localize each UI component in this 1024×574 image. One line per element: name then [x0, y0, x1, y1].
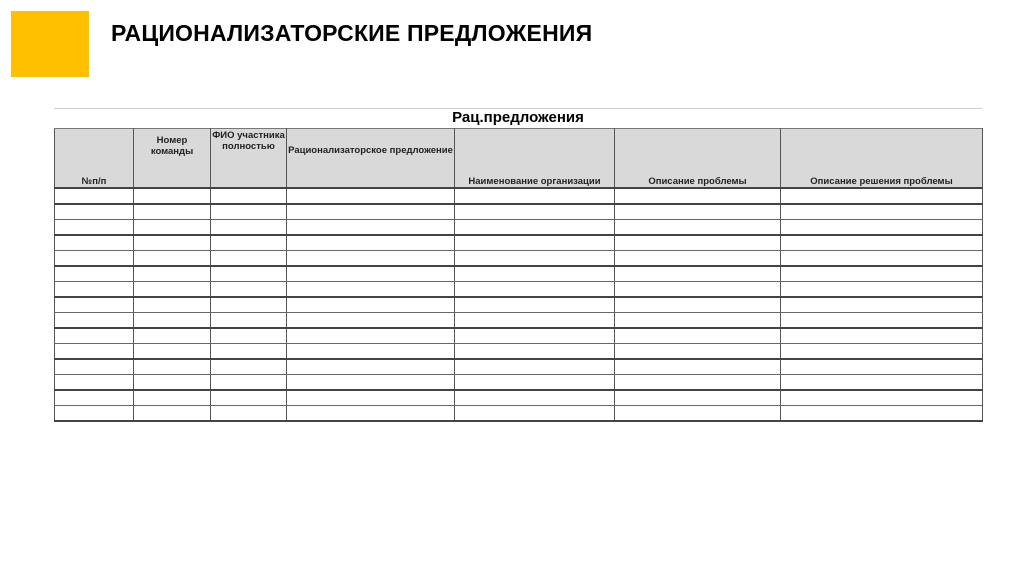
- table-cell: [55, 282, 134, 298]
- proposals-table: [54, 128, 983, 422]
- accent-square: [11, 11, 89, 77]
- table-cell: [615, 282, 781, 298]
- table-row: [55, 204, 983, 220]
- table-cell: [55, 204, 134, 220]
- table-cell: [615, 375, 781, 391]
- table-cell: [211, 406, 287, 422]
- table-cell: [211, 344, 287, 360]
- table-cell: [55, 266, 134, 282]
- table-cell: [134, 251, 211, 267]
- table-cell: [55, 359, 134, 375]
- table-cell: [211, 390, 287, 406]
- table-cell: [615, 344, 781, 360]
- table-cell: [211, 188, 287, 204]
- table-cell: [781, 235, 983, 251]
- table-cell: [781, 313, 983, 329]
- table-cell: [134, 344, 211, 360]
- table-cell: [615, 406, 781, 422]
- table-cell: [781, 359, 983, 375]
- table-cell: [287, 406, 455, 422]
- table-cell: [287, 220, 455, 236]
- table-row: [55, 251, 983, 267]
- column-header-problem: Описание проблемы: [615, 129, 781, 189]
- table-cell: [211, 375, 287, 391]
- table-cell: [134, 188, 211, 204]
- table-cell: [211, 220, 287, 236]
- table-row: [55, 235, 983, 251]
- table-cell: [55, 406, 134, 422]
- table-cell: [55, 328, 134, 344]
- table-row: [55, 406, 983, 422]
- table-cell: [455, 344, 615, 360]
- table-cell: [455, 251, 615, 267]
- table-cell: [287, 359, 455, 375]
- table-cell: [55, 251, 134, 267]
- table-cell: [287, 375, 455, 391]
- table-cell: [134, 328, 211, 344]
- table-cell: [211, 282, 287, 298]
- table-cell: [455, 375, 615, 391]
- table-cell: [211, 251, 287, 267]
- table-row: [55, 188, 983, 204]
- table-cell: [455, 359, 615, 375]
- table-cell: [134, 204, 211, 220]
- table-cell: [211, 328, 287, 344]
- table-cell: [134, 406, 211, 422]
- table-cell: [781, 266, 983, 282]
- column-header-solution: Описание решения проблемы: [781, 129, 983, 189]
- table-cell: [781, 375, 983, 391]
- column-header-proposal: Рационализаторское предложение: [287, 129, 455, 189]
- table-caption: Рац.предложения: [452, 109, 584, 126]
- table-row: [55, 297, 983, 313]
- table-cell: [455, 204, 615, 220]
- table-cell: [134, 266, 211, 282]
- table-cell: [134, 313, 211, 329]
- table-cell: [615, 313, 781, 329]
- table-cell: [455, 328, 615, 344]
- table-cell: [211, 297, 287, 313]
- table-cell: [781, 390, 983, 406]
- table-cell: [455, 235, 615, 251]
- table-cell: [615, 220, 781, 236]
- table-body: [55, 188, 983, 421]
- table-cell: [211, 313, 287, 329]
- column-header-number: №п/п: [55, 129, 134, 189]
- table-row: [55, 328, 983, 344]
- table-cell: [211, 266, 287, 282]
- table-cell: [781, 297, 983, 313]
- table-cell: [455, 313, 615, 329]
- table-cell: [55, 220, 134, 236]
- table-cell: [134, 220, 211, 236]
- table-cell: [134, 297, 211, 313]
- table-cell: [781, 282, 983, 298]
- table-cell: [134, 235, 211, 251]
- table-cell: [55, 188, 134, 204]
- table-cell: [781, 406, 983, 422]
- table-cell: [781, 344, 983, 360]
- slide-title: РАЦИОНАЛИЗАТОРСКИЕ ПРЕДЛОЖЕНИЯ: [111, 20, 593, 46]
- table-cell: [781, 328, 983, 344]
- table-cell: [55, 235, 134, 251]
- table-cell: [287, 282, 455, 298]
- table-cell: [55, 313, 134, 329]
- table-row: [55, 375, 983, 391]
- table-cell: [211, 204, 287, 220]
- table-cell: [134, 375, 211, 391]
- table-cell: [55, 375, 134, 391]
- table-row: [55, 282, 983, 298]
- table-row: [55, 313, 983, 329]
- table-row: [55, 390, 983, 406]
- table-cell: [781, 251, 983, 267]
- table-cell: [287, 235, 455, 251]
- table-cell: [134, 359, 211, 375]
- table-cell: [615, 235, 781, 251]
- table-cell: [455, 220, 615, 236]
- table-cell: [615, 328, 781, 344]
- column-header-participant-name: ФИО участника полностью: [211, 129, 287, 189]
- table-cell: [134, 282, 211, 298]
- table-cell: [287, 328, 455, 344]
- column-header-organization: Наименование организации: [455, 129, 615, 189]
- table-cell: [615, 266, 781, 282]
- table-cell: [287, 313, 455, 329]
- table-cell: [211, 359, 287, 375]
- table-cell: [287, 344, 455, 360]
- table-cell: [287, 251, 455, 267]
- table-row: [55, 344, 983, 360]
- table-cell: [455, 297, 615, 313]
- table-cell: [287, 188, 455, 204]
- table-cell: [287, 204, 455, 220]
- column-header-team-number: Номер команды: [134, 129, 211, 189]
- table-cell: [455, 188, 615, 204]
- table-cell: [55, 390, 134, 406]
- table-cell: [55, 344, 134, 360]
- table-cell: [615, 297, 781, 313]
- table-cell: [455, 406, 615, 422]
- table-cell: [287, 390, 455, 406]
- table-cell: [134, 390, 211, 406]
- table-cell: [287, 297, 455, 313]
- table-cell: [55, 297, 134, 313]
- table-cell: [615, 251, 781, 267]
- table-cell: [781, 220, 983, 236]
- spreadsheet-image: [54, 108, 982, 414]
- table-cell: [781, 204, 983, 220]
- table-row: [55, 220, 983, 236]
- table-cell: [211, 235, 287, 251]
- table-cell: [455, 390, 615, 406]
- table-cell: [615, 204, 781, 220]
- table-cell: [615, 359, 781, 375]
- table-row: [55, 266, 983, 282]
- table-cell: [615, 390, 781, 406]
- table-cell: [615, 188, 781, 204]
- table-cell: [455, 282, 615, 298]
- table-cell: [287, 266, 455, 282]
- table-cell: [455, 266, 615, 282]
- table-row: [55, 359, 983, 375]
- header-row: [55, 129, 983, 189]
- table-cell: [781, 188, 983, 204]
